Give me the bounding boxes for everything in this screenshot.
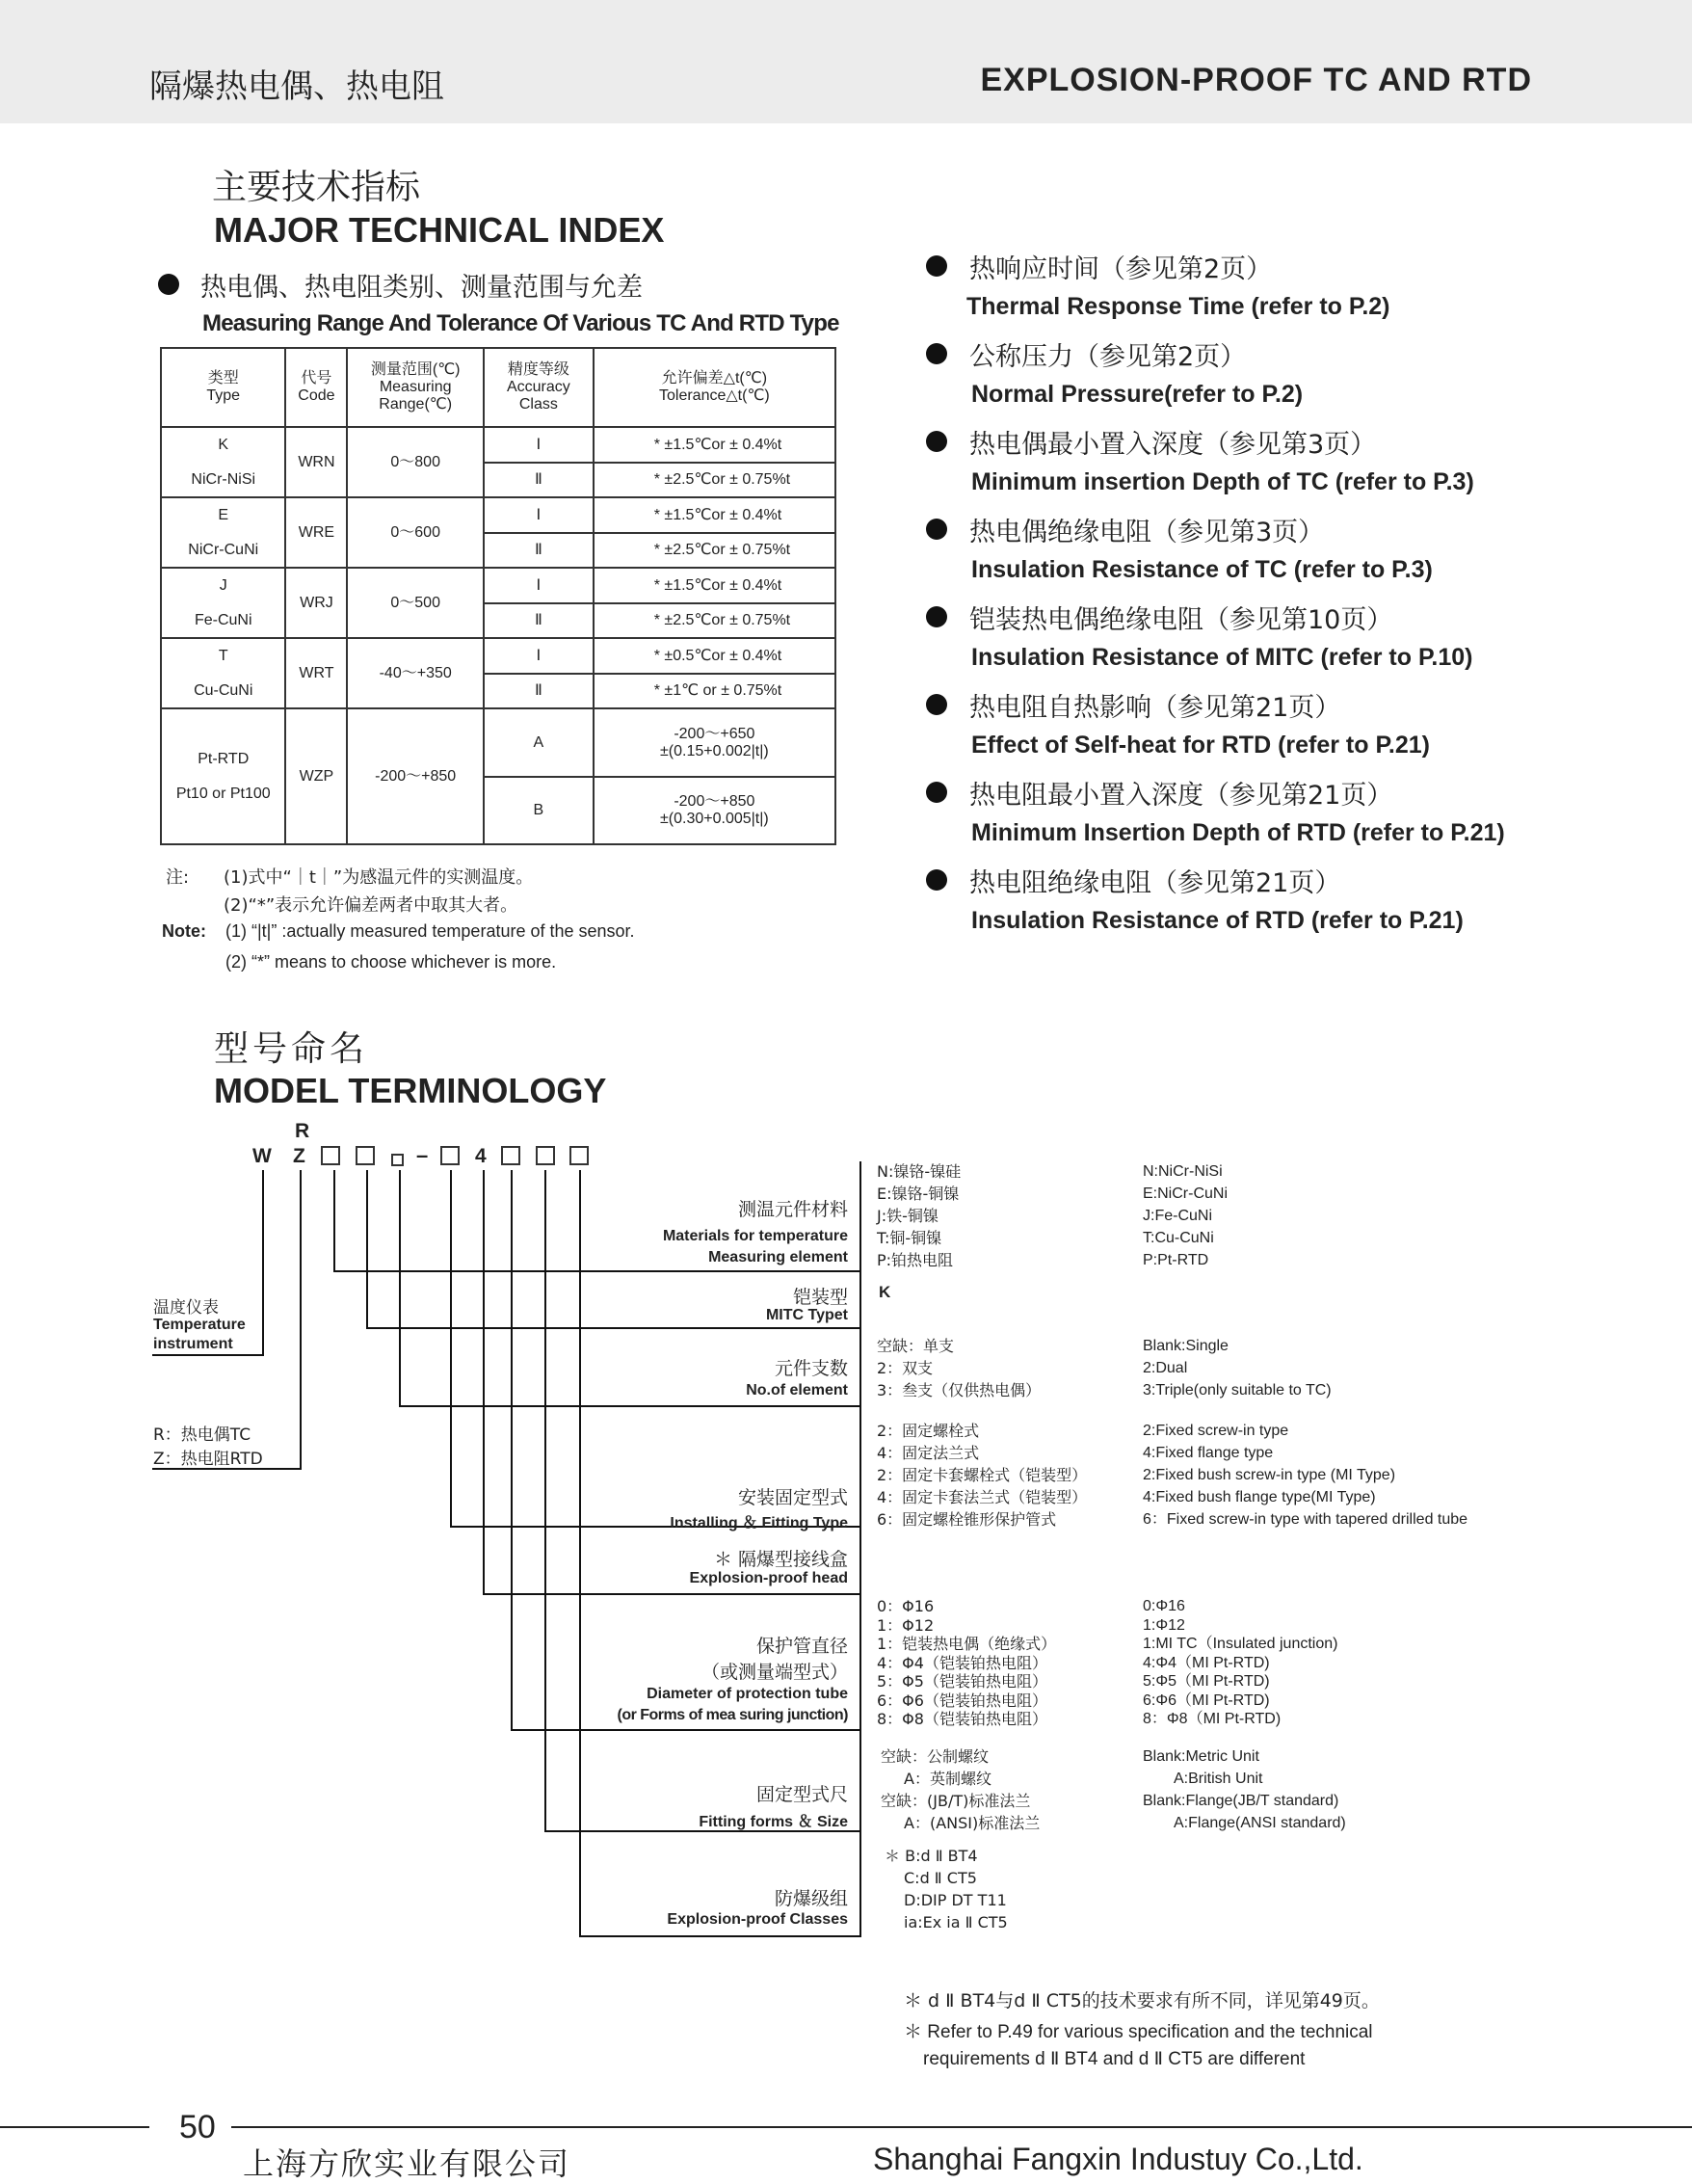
group-label-en: Fitting forms ＆ Size bbox=[699, 1814, 848, 1830]
cell-tolerance: * ±1.5℃or ± 0.4%t bbox=[594, 568, 835, 603]
right-item-en: Minimum Insertion Depth of RTD (refer to P.21) bbox=[971, 819, 1505, 846]
note-line: (2)“*”表示允许偏差两者中取其大者。 bbox=[224, 895, 518, 916]
cell-tolerance: -200～+850 ±(0.30+0.005|t|) bbox=[594, 777, 835, 844]
cell-tolerance: * ±1℃ or ± 0.75%t bbox=[594, 674, 835, 708]
cell-tolerance: * ±2.5℃or ± 0.75%t bbox=[594, 533, 835, 568]
options-elements-en: Blank:Single 2:Dual 3:Triple(only suitable to TC) bbox=[1143, 1338, 1332, 1398]
code-letter-w: W bbox=[252, 1145, 272, 1167]
note-line: (1) “|t|” :actually measured temperature of the sensor. bbox=[225, 921, 635, 941]
options-diameter-zh: 0：Φ16 1：Φ12 1：铠装热电偶（绝缘式） 4：Φ4（铠装铂热电阻） 5：Φ5（铠装铂热电阻） 6：Φ6（铠装铂热电阻） 8：Φ8（铠装铂热电阻） bbox=[877, 1597, 1057, 1728]
right-item-zh: 热电偶绝缘电阻（参见第3页） bbox=[969, 518, 1325, 547]
tree-line bbox=[262, 1170, 264, 1355]
table-row bbox=[161, 708, 835, 777]
group-label-en: Explosion-proof head bbox=[689, 1570, 848, 1586]
cell-tolerance: * ±2.5℃or ± 0.75%t bbox=[594, 463, 835, 497]
tree-line bbox=[333, 1170, 335, 1271]
cell-class: Ⅰ bbox=[484, 427, 594, 463]
right-item-zh: 公称压力（参见第2页） bbox=[969, 342, 1247, 372]
options-diameter-en: 0:Φ16 1:Φ12 1:MI TC（Insulated junction) 4:Φ4（MI Pt-RTD) 5:Φ5（MI Pt-RTD) 6:Φ6（MI Pt-RTD) 8：Φ8（MI Pt-RTD) bbox=[1143, 1598, 1338, 1727]
options-classes: ＊ B:d Ⅱ BT4 C:d Ⅱ CT5 D:DIP DT T11 ia:Ex ia Ⅱ CT5 bbox=[885, 1847, 1008, 1931]
rz-label: Z：热电阻RTD bbox=[153, 1450, 263, 1469]
bullet-icon bbox=[158, 274, 179, 295]
model-title-zh: 型号命名 bbox=[214, 1029, 369, 1069]
note-line: (1)式中“｜t｜”为感温元件的实测温度。 bbox=[224, 867, 534, 888]
right-item-zh: 热电阻最小置入深度（参见第21页） bbox=[969, 781, 1393, 811]
group-label-en: (or Forms of mea suring junction) bbox=[617, 1707, 848, 1723]
page-number: 50 bbox=[179, 2109, 216, 2145]
instrument-label-en: instrument bbox=[153, 1336, 233, 1352]
cell-type: J Fe-CuNi bbox=[161, 568, 285, 638]
tree-line bbox=[544, 1170, 546, 1831]
cell-tolerance: * ±0.5℃or ± 0.4%t bbox=[594, 638, 835, 674]
tree-line bbox=[366, 1327, 859, 1329]
group-label-zh: （或测量端型式） bbox=[701, 1662, 848, 1683]
cell-tolerance: * ±1.5℃or ± 0.4%t bbox=[594, 497, 835, 533]
code-box bbox=[321, 1146, 340, 1165]
measuring-title-en: Measuring Range And Tolerance Of Various TC And RTD Type bbox=[202, 310, 839, 336]
header-title-zh: 隔爆热电偶、热电阻 bbox=[149, 67, 444, 106]
code-box bbox=[501, 1146, 520, 1165]
footer-line bbox=[231, 2126, 1692, 2128]
right-item-en: Insulation Resistance of MITC (refer to P.10) bbox=[971, 644, 1473, 671]
code-box bbox=[569, 1146, 589, 1165]
table-row bbox=[161, 427, 835, 463]
header-range: 测量范围(℃) Measuring Range(℃) bbox=[347, 348, 484, 427]
right-item-en: Insulation Resistance of TC (refer to P.3) bbox=[971, 556, 1433, 583]
instrument-label-zh: 温度仪表 bbox=[153, 1298, 219, 1318]
header-code: 代号 Code bbox=[285, 348, 347, 427]
rz-label: R：热电偶TC bbox=[153, 1425, 251, 1445]
tree-line bbox=[511, 1170, 513, 1730]
cell-class: Ⅱ bbox=[484, 463, 594, 497]
tree-line bbox=[399, 1170, 401, 1406]
bullet-icon bbox=[926, 782, 947, 803]
cell-class: Ⅱ bbox=[484, 533, 594, 568]
code-letter-r: R bbox=[295, 1120, 310, 1142]
cell-range: 0～800 bbox=[347, 427, 484, 497]
cell-type: K NiCr-NiSi bbox=[161, 427, 285, 497]
header-type: 类型 Type bbox=[161, 348, 285, 427]
cell-tolerance: -200～+650 ±(0.15+0.002|t|) bbox=[594, 708, 835, 777]
cell-class: Ⅰ bbox=[484, 497, 594, 533]
options-fitting-en: 2:Fixed screw-in type 4:Fixed flange type 2:Fixed bush screw-in type (MI Type) 4:Fixed bush flange type(MI Type) 6：Fixed screw-in type with tapered drilled tube bbox=[1143, 1423, 1468, 1528]
cell-range: 0～500 bbox=[347, 568, 484, 638]
group-label-en: Materials for temperature bbox=[662, 1228, 848, 1244]
star-note: ＊ Refer to P.49 for various specification and the technical bbox=[904, 2022, 1373, 2042]
group-label-en: Explosion-proof Classes bbox=[667, 1911, 848, 1928]
code-box bbox=[356, 1146, 375, 1165]
table-header-row bbox=[161, 348, 835, 427]
bullet-icon bbox=[926, 431, 947, 452]
right-item-en: Normal Pressure(refer to P.2) bbox=[971, 381, 1304, 408]
star-note: requirements d Ⅱ BT4 and d Ⅱ CT5 are different bbox=[923, 2049, 1306, 2069]
code-digit-4: 4 bbox=[475, 1145, 487, 1167]
cell-tolerance: * ±1.5℃or ± 0.4%t bbox=[594, 427, 835, 463]
cell-code: WRT bbox=[285, 638, 347, 708]
group-label-zh: 铠装型 bbox=[792, 1287, 848, 1308]
cell-range: -40～+350 bbox=[347, 638, 484, 708]
options-mitc: K bbox=[879, 1283, 891, 1301]
group-label-zh: ＊ 隔爆型接线盒 bbox=[713, 1549, 848, 1570]
cell-type: E NiCr-CuNi bbox=[161, 497, 285, 568]
right-item-zh: 铠装热电偶绝缘电阻（参见第10页） bbox=[969, 605, 1393, 635]
model-title-en: MODEL TERMINOLOGY bbox=[214, 1071, 607, 1110]
tree-line bbox=[300, 1170, 302, 1469]
right-item-zh: 热电偶最小置入深度（参见第3页） bbox=[969, 430, 1377, 460]
options-elements-zh: 空缺：单支 2：双支 3：叁支（仅供热电偶） bbox=[877, 1337, 1042, 1399]
cell-code: WRE bbox=[285, 497, 347, 568]
cell-range: -200～+850 bbox=[347, 708, 484, 844]
cell-code: WRN bbox=[285, 427, 347, 497]
bullet-icon bbox=[926, 694, 947, 715]
right-item-zh: 热响应时间（参见第2页） bbox=[969, 254, 1273, 284]
options-forms-zh: 空缺：公制螺纹 A：英制螺纹 空缺：(JB/T)标准法兰 A：(ANSI)标准法兰 bbox=[881, 1747, 1041, 1832]
cell-code: WZP bbox=[285, 708, 347, 844]
group-label-zh: 元件支数 bbox=[774, 1358, 848, 1379]
divider-line bbox=[859, 1161, 861, 1937]
tree-line bbox=[483, 1593, 859, 1595]
options-materials-zh: N:镍铬-镍硅 E:镍铬-铜镍 J:铁-铜镍 T:铜-铜镍 P:铂热电阻 bbox=[877, 1162, 962, 1269]
cell-tolerance: * ±2.5℃or ± 0.75%t bbox=[594, 603, 835, 638]
group-label-zh: 防爆级组 bbox=[774, 1888, 848, 1909]
measuring-title-zh: 热电偶、热电阻类别、测量范围与允差 bbox=[200, 273, 643, 303]
cell-type: T Cu-CuNi bbox=[161, 638, 285, 708]
group-label-zh: 保护管直径 bbox=[755, 1636, 848, 1657]
right-item-en: Insulation Resistance of RTD (refer to P.21) bbox=[971, 907, 1464, 934]
group-label-en: Installing ＆ Fitting Type bbox=[670, 1515, 848, 1531]
cell-class: Ⅰ bbox=[484, 638, 594, 674]
cell-class: Ⅱ bbox=[484, 674, 594, 708]
group-label-en: Diameter of protection tube bbox=[647, 1686, 848, 1702]
tech-index-title-zh: 主要技术指标 bbox=[212, 168, 421, 207]
right-item-zh: 热电阻自热影响（参见第21页） bbox=[969, 693, 1341, 723]
bullet-icon bbox=[926, 519, 947, 540]
note-line: (2) “*” means to choose whichever is more. bbox=[225, 952, 557, 972]
note-label-zh: 注: bbox=[166, 867, 190, 888]
star-note: ＊ d Ⅱ BT4与d Ⅱ CT5的技术要求有所不同，详见第49页。 bbox=[904, 1990, 1380, 2011]
group-label-zh: 固定型式尺 bbox=[755, 1784, 848, 1805]
options-materials-en: N:NiCr-NiSi E:NiCr-CuNi J:Fe-CuNi T:Cu-CuNi P:Pt-RTD bbox=[1143, 1163, 1228, 1268]
tree-line bbox=[511, 1729, 859, 1731]
cell-type: Pt-RTD Pt10 or Pt100 bbox=[161, 708, 285, 844]
company-name-zh: 上海方欣实业有限公司 bbox=[243, 2145, 571, 2182]
tree-line bbox=[366, 1170, 368, 1328]
code-box bbox=[391, 1154, 404, 1166]
cell-class: B bbox=[484, 777, 594, 844]
tree-line bbox=[152, 1354, 264, 1356]
options-fitting-zh: 2：固定螺栓式 4：固定法兰式 2：固定卡套螺栓式（铠装型） 4：固定卡套法兰式（铠装型） 6：固定螺栓锥形保护管式 bbox=[877, 1422, 1088, 1529]
right-item-zh: 热电阻绝缘电阻（参见第21页） bbox=[969, 868, 1341, 898]
cell-class: Ⅱ bbox=[484, 603, 594, 638]
company-name-en: Shanghai Fangxin Industuy Co.,Ltd. bbox=[873, 2142, 1363, 2176]
instrument-label-en: Temperature bbox=[153, 1317, 246, 1333]
header-class: 精度等级 Accuracy Class bbox=[484, 348, 594, 427]
footer-line bbox=[0, 2126, 149, 2128]
right-item-en: Effect of Self-heat for RTD (refer to P.21) bbox=[971, 732, 1431, 759]
tree-line bbox=[579, 1935, 859, 1937]
cell-range: 0～600 bbox=[347, 497, 484, 568]
group-label-en: MITC Typet bbox=[765, 1307, 848, 1323]
note-label-en: Note: bbox=[162, 921, 206, 941]
code-box bbox=[536, 1146, 555, 1165]
group-label-zh: 测温元件材料 bbox=[737, 1199, 848, 1220]
bullet-icon bbox=[926, 606, 947, 627]
tree-line bbox=[483, 1170, 485, 1594]
bullet-icon bbox=[926, 869, 947, 891]
code-box bbox=[440, 1146, 460, 1165]
group-label-zh: 安装固定型式 bbox=[737, 1487, 848, 1508]
cell-class: A bbox=[484, 708, 594, 777]
table-row bbox=[161, 568, 835, 603]
bullet-icon bbox=[926, 255, 947, 277]
options-forms-en: Blank:Metric Unit A:British Unit Blank:Flange(JB/T standard) A:Flange(ANSI standard) bbox=[1143, 1748, 1346, 1831]
right-item-en: Minimum insertion Depth of TC (refer to P.3) bbox=[971, 468, 1474, 495]
tree-line bbox=[333, 1270, 859, 1272]
tolerance-table bbox=[160, 347, 836, 845]
tree-line bbox=[399, 1405, 859, 1407]
right-item-en: Thermal Response Time (refer to P.2) bbox=[966, 293, 1390, 320]
tech-index-title-en: MAJOR TECHNICAL INDEX bbox=[214, 210, 665, 250]
tree-line bbox=[450, 1170, 452, 1527]
tree-line bbox=[579, 1170, 581, 1936]
header-tolerance: 允许偏差△t(℃) Tolerance△t(℃) bbox=[594, 348, 835, 427]
table-row bbox=[161, 497, 835, 533]
bullet-icon bbox=[926, 343, 947, 364]
cell-class: Ⅰ bbox=[484, 568, 594, 603]
code-letter-z: Z bbox=[293, 1145, 305, 1167]
table-row bbox=[161, 638, 835, 674]
group-label-en: Measuring element bbox=[708, 1249, 848, 1265]
page-header bbox=[0, 0, 1692, 123]
cell-code: WRJ bbox=[285, 568, 347, 638]
code-dash: – bbox=[416, 1143, 429, 1167]
group-label-en: No.of element bbox=[746, 1382, 848, 1398]
header-title-en: EXPLOSION-PROOF TC AND RTD bbox=[980, 62, 1532, 98]
